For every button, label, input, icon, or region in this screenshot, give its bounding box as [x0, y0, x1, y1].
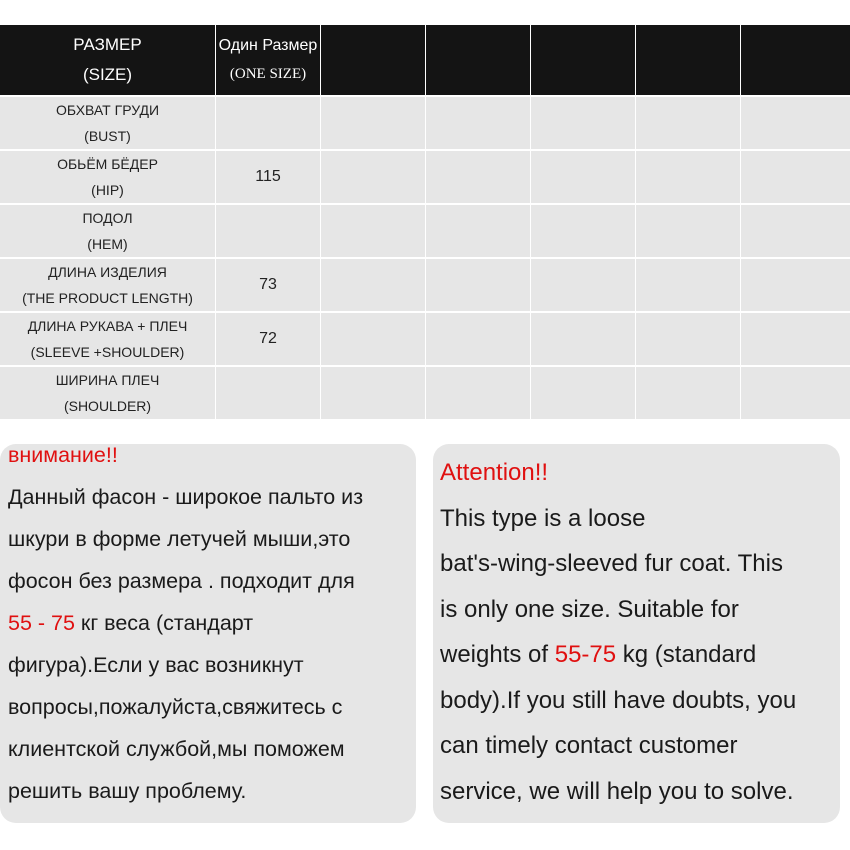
empty-cell	[321, 367, 426, 419]
measurement-ru: ДЛИНА РУКАВА + ПЛЕЧ	[27, 318, 188, 334]
empty-cell	[426, 259, 531, 311]
notice-text: кг веса (стандарт	[74, 611, 254, 635]
measurement-ru: ПОДОЛ	[82, 210, 133, 226]
empty-cell	[531, 313, 636, 365]
notice-line: body).If you still have doubts, you	[440, 686, 797, 714]
notice-line: клиентской службой,мы поможем	[8, 737, 345, 761]
size-table	[0, 25, 850, 421]
empty-cell	[426, 97, 531, 149]
empty-cell	[636, 259, 741, 311]
measurement-label	[0, 367, 216, 419]
measurement-value: 115	[216, 151, 321, 203]
empty-cell	[321, 259, 426, 311]
measurement-label	[0, 151, 216, 203]
weight-range: 55-75	[554, 641, 617, 668]
measurement-en: (HIP)	[91, 182, 124, 198]
header-empty	[426, 25, 531, 95]
empty-cell	[741, 205, 850, 257]
table-row	[0, 97, 850, 149]
table-header	[0, 25, 850, 95]
notice-line	[440, 632, 840, 678]
measurement-en: (BUST)	[84, 128, 131, 144]
table-row	[0, 367, 850, 419]
table-row	[0, 205, 850, 257]
empty-cell	[531, 205, 636, 257]
notice-line: This type is a loose	[440, 504, 646, 532]
header-size-ru: Один Размер	[218, 37, 318, 54]
notice-line: can timely contact customer	[440, 732, 738, 759]
empty-cell	[426, 151, 531, 203]
header-empty	[531, 25, 636, 95]
header-size-en: (ONE SIZE)	[229, 66, 307, 82]
measurement-en: (SHOULDER)	[63, 398, 152, 414]
notice-line: вопросы,пожалуйста,свяжитесь с	[8, 695, 343, 719]
notice-title: внимание!!	[8, 443, 118, 467]
empty-cell	[741, 151, 850, 203]
notice-line: фигура).Если у вас возникнут	[8, 653, 304, 677]
notice-line: Данный фасон - широкое пальто из	[8, 485, 364, 509]
notice-text: weights of	[440, 641, 555, 668]
notice-line: bat's-wing-sleeved fur coat. This	[440, 550, 783, 577]
notice-line: service, we will help you to solve.	[440, 777, 794, 805]
empty-cell	[426, 205, 531, 257]
empty-cell	[531, 97, 636, 149]
measurement-en: (THE PRODUCT LENGTH)	[22, 290, 193, 306]
header-label-ru: РАЗМЕР	[73, 35, 142, 54]
empty-cell	[636, 97, 741, 149]
empty-cell	[321, 97, 426, 149]
measurement-label	[0, 313, 216, 365]
empty-cell	[636, 151, 741, 203]
empty-cell	[426, 367, 531, 419]
measurement-value	[216, 205, 321, 257]
measurement-ru: ОБХВАТ ГРУДИ	[55, 102, 160, 118]
empty-cell	[741, 259, 850, 311]
table-row	[0, 259, 850, 311]
notice-russian	[0, 444, 416, 823]
notice-line: фосон без размера . подходит для	[8, 569, 355, 593]
weight-range: 55 - 75	[8, 611, 75, 635]
header-size-label	[0, 25, 216, 95]
measurement-value: 73	[216, 259, 321, 311]
measurement-ru: ОБЬЁМ БЁДЕР	[57, 156, 158, 172]
measurement-label	[0, 259, 216, 311]
empty-cell	[636, 313, 741, 365]
notice-line: шкури в форме летучей мыши,это	[8, 527, 351, 551]
empty-cell	[741, 367, 850, 419]
notice-line: решить вашу проблему.	[8, 779, 247, 803]
table-row	[0, 313, 850, 365]
measurement-label	[0, 205, 216, 257]
empty-cell	[531, 151, 636, 203]
header-one-size	[216, 25, 321, 95]
header-label-en: (SIZE)	[82, 65, 133, 84]
empty-cell	[741, 313, 850, 365]
measurement-en: (SLEEVE +SHOULDER)	[30, 344, 185, 360]
measurement-label	[0, 97, 216, 149]
empty-cell	[531, 367, 636, 419]
notice-english	[433, 444, 840, 823]
empty-cell	[531, 259, 636, 311]
notice-line	[8, 602, 416, 644]
empty-cell	[636, 367, 741, 419]
measurement-en: (HEM)	[87, 236, 128, 252]
empty-cell	[321, 151, 426, 203]
empty-cell	[321, 313, 426, 365]
header-empty	[636, 25, 741, 95]
header-empty	[741, 25, 850, 95]
table-row	[0, 151, 850, 203]
empty-cell	[426, 313, 531, 365]
measurement-value	[216, 97, 321, 149]
empty-cell	[741, 97, 850, 149]
notice-title: Attention!!	[440, 459, 549, 486]
measurement-value	[216, 367, 321, 419]
notice-line: is only one size. Suitable for	[440, 595, 739, 623]
measurement-ru: ДЛИНА ИЗДЕЛИЯ	[48, 264, 167, 280]
notice-text: kg (standard	[616, 641, 757, 668]
measurement-value: 72	[216, 313, 321, 365]
empty-cell	[321, 205, 426, 257]
measurement-ru: ШИРИНА ПЛЕЧ	[55, 372, 160, 388]
empty-cell	[636, 205, 741, 257]
header-empty	[321, 25, 426, 95]
